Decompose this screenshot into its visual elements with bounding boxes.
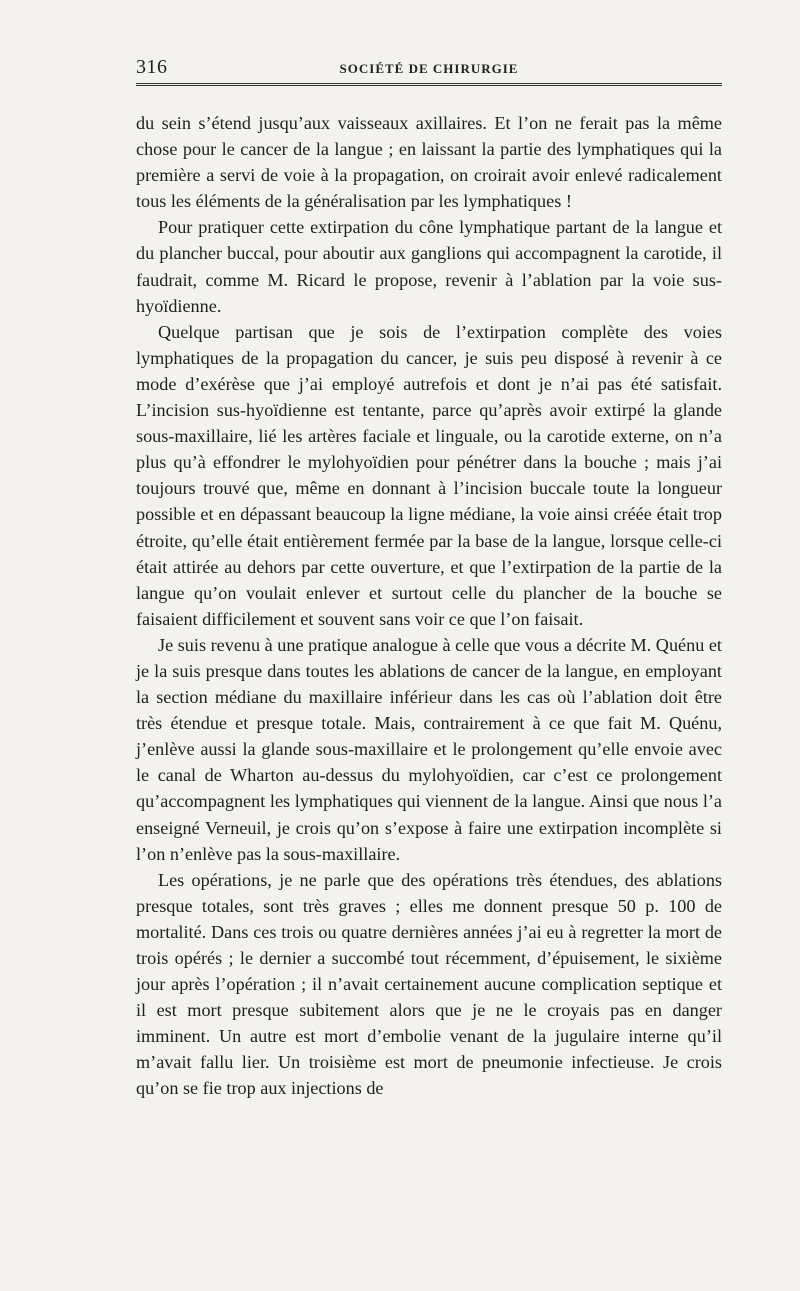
header-rule [136, 83, 722, 86]
paragraph-2: Pour pratiquer cette extirpation du cône lymphatique partant de la langue et du plancher buccal, pour aboutir aux ganglions qui accompagnent la carotide, il faudrait, comme M. Ricard le propose, revenir à l’ablation par la voie sus-hyoïdienne. [136, 217, 722, 316]
page-number: 316 [136, 56, 168, 78]
paragraph-1: du sein s’étend jusqu’aux vaisseaux axillaires. Et l’on ne ferait pas la même chose pour le cancer de la langue ; en laissant la partie des lymphatiques qui la première a servi de voie à la propagation, on croirait avoir enlevé radicalement tous les éléments de la généralisation par les lymphatiques ! [136, 113, 722, 212]
running-title: SOCIÉTÉ DE CHIRURGIE [339, 61, 519, 76]
page-header [136, 50, 722, 86]
paragraph-5: Les opérations, je ne parle que des opérations très étendues, des ablations presque totales, sont très graves ; elles me donnent presque 50 p. 100 de mortalité. Dans ces trois ou quatre dernières années j’ai eu à regretter la mort de trois opérés ; le dernier a succombé tout récemment, d’épuisement, le sixième jour après l’opération ; il n’avait certainement aucune complication septique et il est mort presque subitement alors que je ne le croyais pas en danger imminent. Un autre est mort d’embolie venant de la jugulaire interne qu’il m’avait fallu lier. Un troisième est mort de pneumonie infectieuse. Je crois qu’on se fie trop aux injections de [136, 869, 722, 1099]
body-text [136, 110, 722, 1102]
paragraph-3: Quelque partisan que je sois de l’extirpation complète des voies lymphatiques de la propagation du cancer, je suis peu disposé à revenir à ce mode d’exérèse que j’ai employé autrefois et dont je n’ai pas été satisfait. L’incision sus-hyoïdienne est tentante, parce qu’après avoir extirpé la glande sous-maxillaire, lié les artères faciale et linguale, ou la carotide externe, on n’a plus qu’à effondrer le mylohyoïdien pour pénétrer dans la bouche ; mais j’ai toujours trouvé que, même en donnant à l’incision buccale toute la longueur possible et en dépassant beaucoup la ligne médiane, la voie ainsi créée était trop étroite, qu’elle était entièrement fermée par la base de la langue, lorsque celle-ci était attirée au dehors par cette ouverture, et que l’extirpation de la partie de la langue qu’on voulait enlever et surtout celle du plancher de la bouche se faisaient difficilement et souvent sans voir ce que l’on faisait. [136, 321, 722, 629]
paragraph-4: Je suis revenu à une pratique analogue à celle que vous a décrite M. Quénu et je la suis presque dans toutes les ablations de cancer de la langue, en employant la section médiane du maxillaire inférieur dans les cas où l’ablation doit être très étendue et presque totale. Mais, contrairement à ce que fait M. Quénu, j’enlève aussi la glande sous-maxillaire et le prolongement qu’elle envoie avec le canal de Wharton au-dessus du mylohyoïdien, car c’est ce prolongement qu’accompagnent les lymphatiques qui viennent de la langue. Ainsi que nous l’a enseigné Verneuil, je crois qu’on s’expose à faire une extirpation incomplète si l’on n’enlève pas la sous-maxillaire. [136, 634, 722, 864]
